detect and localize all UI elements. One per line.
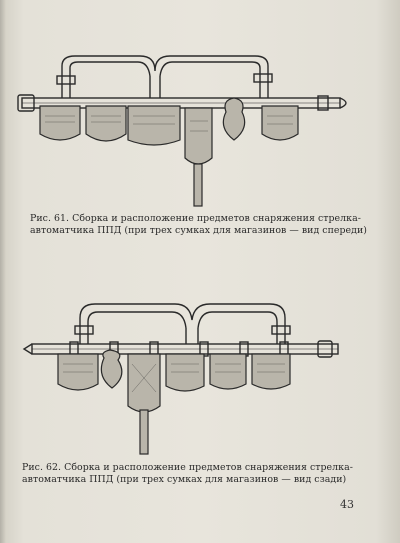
equipment-rear-view-drawing — [0, 288, 400, 460]
figure-62-caption-line2: автоматчика ППД (при трех сумках для магазинов — вид сзади) — [22, 474, 347, 485]
figure-62-caption — [22, 462, 384, 486]
figure-61-caption-line1: Рис. 61. Сборка и расположение предметов снаряжения стрелка- — [30, 213, 361, 224]
figure-61-illustration — [0, 36, 400, 216]
figure-61-caption — [30, 213, 375, 237]
figure-61-caption-line2: автоматчика ППД (при трех сумках для магазинов — вид спереди) — [30, 225, 367, 236]
figure-62-caption-line1: Рис. 62. Сборка и расположение предметов снаряжения стрелка- — [22, 462, 353, 473]
figure-62-illustration — [0, 288, 400, 460]
equipment-front-view-drawing — [0, 36, 400, 216]
page-number: 43 — [340, 498, 354, 511]
